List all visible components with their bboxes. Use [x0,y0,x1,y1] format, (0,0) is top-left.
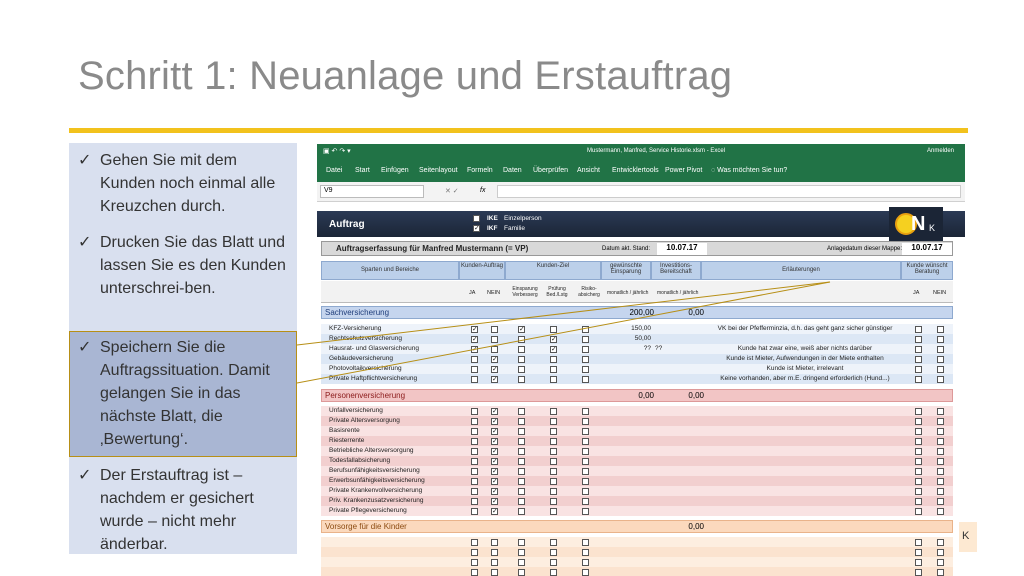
page-mark: K [959,522,977,552]
row-label: Private Altersversorgung [329,417,400,424]
row-label: Photovoltaikversicherung [329,365,402,372]
name-box[interactable]: V9 [320,185,424,198]
ikf-code: IKF [487,225,498,232]
ike-code: IKE [487,215,498,222]
check-icon: ✓ [78,467,92,484]
check-icon: ✓ [78,234,92,251]
bullet-4: ✓ Der Erstauftrag ist – nachdem er gesichert wurde – nicht mehr änderbar. [78,464,288,556]
einsparung-value: ?? [643,345,651,352]
row-label: Todesfallabsicherung [329,457,391,464]
connector-line [297,282,830,383]
tab-daten[interactable]: Daten [503,167,522,174]
cancel-enter-icons[interactable]: ✕ ✓ [445,188,459,195]
col-kunden-auftrag: Kunden-Auftrag [459,261,505,280]
row-label: Gebäudeversicherung [329,355,393,362]
tab-seitenlayout[interactable]: Seitenlayout [419,167,458,174]
tab-ansicht[interactable]: Ansicht [577,167,600,174]
connector-line [297,282,830,345]
bullet-3: ✓ Speichern Sie die Auftragssituation. Damit gelangen Sie in das nächste Blatt, die ‚Bewertung‘. [78,336,288,451]
einsparung-value: 50,00 [634,335,651,342]
col-einsparung: gewünschte Einsparung [601,261,651,280]
tab-entwicklertools[interactable]: Entwicklertools [612,167,659,174]
date-label: Datum akt. Stand: [602,246,651,252]
col-invest: Investitions-Bereitschaft [651,261,701,280]
sub-ja: JA [469,290,476,296]
sub-ja-2: JA [913,290,920,296]
ike-label: Einzelperson [504,215,542,222]
date-value[interactable]: 10.07.17 [657,243,707,255]
row-label: Unfallversicherung [329,407,383,414]
fx-icon[interactable]: fx [480,187,486,194]
row-label: Rechtschutzversicherung [329,335,402,342]
section-person: Personenversicherung 0,00 0,00 [321,389,953,402]
section-sach: Sachversicherung 200,00 0,00 [321,306,953,319]
ink-logo: N K [889,207,943,241]
invest-value: ?? [655,345,663,352]
col-beratung: Kunde wünscht Beratung [901,261,953,280]
slide-title: Schritt 1: Neuanlage und Erstauftrag [78,54,733,98]
window-title: Mustermann, Manfred, Service Historie.xlsm - Excel [587,148,726,154]
save-icon[interactable]: ▣ ↶ ↷ ▾ [323,148,351,155]
sub-mj2: monatlich / jährlich [657,290,699,296]
erlaeuterung-text: Kunde ist Mieter, Aufwendungen in der Miete enthalten [726,355,884,362]
row-label: Berufsunfähigkeitsversicherung [329,467,420,474]
bullet-2: ✓ Drucken Sie das Blatt und lassen Sie es den Kunden unterschrei-ben. [78,231,288,300]
bulb-icon: ◌ [711,167,716,174]
row-label: Basisrente [329,427,360,434]
tab-formeln[interactable]: Formeln [467,167,493,174]
row-label: Priv. Krankenzusatzversicherung [329,497,424,504]
check-icon: ✓ [78,152,92,169]
tell-me-box[interactable]: ◌ Was möchten Sie tun? [711,167,788,174]
ikf-label: Familie [504,225,525,232]
col-kunden-ziel: Kunden-Ziel [505,261,601,280]
sub-ez1: Einsparung Verbesserg [512,286,538,298]
sach-sum-einsparung: 200,00 [629,308,654,317]
sub-nein: NEIN [487,290,501,296]
einsparung-value: 150,00 [631,325,651,332]
col-sparten: Sparten und Bereiche [321,261,459,280]
tab-power-pivot[interactable]: Power Pivot [665,167,703,174]
person-sum-invest: 0,00 [688,391,704,400]
row-label: Betriebliche Altersversorgung [329,447,414,454]
create-date[interactable]: 10.07.17 [902,243,952,255]
erlaeuterung-text: Kunde ist Mieter, irrelevant [766,365,844,372]
row-label: Private Haftpflichtversicherung [329,375,418,382]
row-label: Private Krankenvollversicherung [329,487,423,494]
kinder-sum-invest: 0,00 [688,522,704,531]
sach-sum-invest: 0,00 [688,308,704,317]
section-kinder: Vorsorge für die Kinder 0,00 [321,520,953,533]
create-label: Anlagedatum dieser Mappe: [827,246,903,252]
tab-start[interactable]: Start [355,167,370,174]
sub-mj1: monatlich / jährlich [607,290,649,296]
tab-datei[interactable]: Datei [326,167,343,174]
auftrag-title: Auftrag [329,219,365,230]
row-label: Private Pflegeversicherung [329,507,407,514]
sub-ez2: Prüfung Bed./Lstg [546,286,568,298]
erlaeuterung-text: VK bei der Pfefferminzia, d.h. das geht ganz sicher günstiger [717,325,893,332]
tab-ueberpruefen[interactable]: Überprüfen [533,167,569,174]
row-label: Riesterrente [329,437,365,444]
check-icon: ✓ [78,339,92,356]
tab-einfuegen[interactable]: Einfügen [381,167,409,174]
sub-ez3: Risiko-absicherg [578,286,600,298]
row-label: KFZ-Versicherung [329,325,382,332]
person-sum-einsparung: 0,00 [638,391,654,400]
erlaeuterung-text: Kunde hat zwar eine, weiß aber nichts darüber [737,345,873,352]
row-label: Erwerbsunfähigkeitsversicherung [329,477,425,484]
sub-nein-2: NEIN [933,290,947,296]
auftragserfassung-title: Auftragserfassung für Manfred Mustermann (= VP) [336,244,529,253]
erlaeuterung-text: Keine vorhanden, aber m.E. dringend erforderlich (Hund...) [720,375,890,382]
signin-link[interactable]: Anmelden [927,148,955,154]
col-erlaeuterungen: Erläuterungen [701,261,901,280]
bullet-1: ✓ Gehen Sie mit dem Kunden noch einmal alle Kreuzchen durch. [78,149,288,218]
row-label: Hausrat- und Glasversicherung [329,345,419,352]
